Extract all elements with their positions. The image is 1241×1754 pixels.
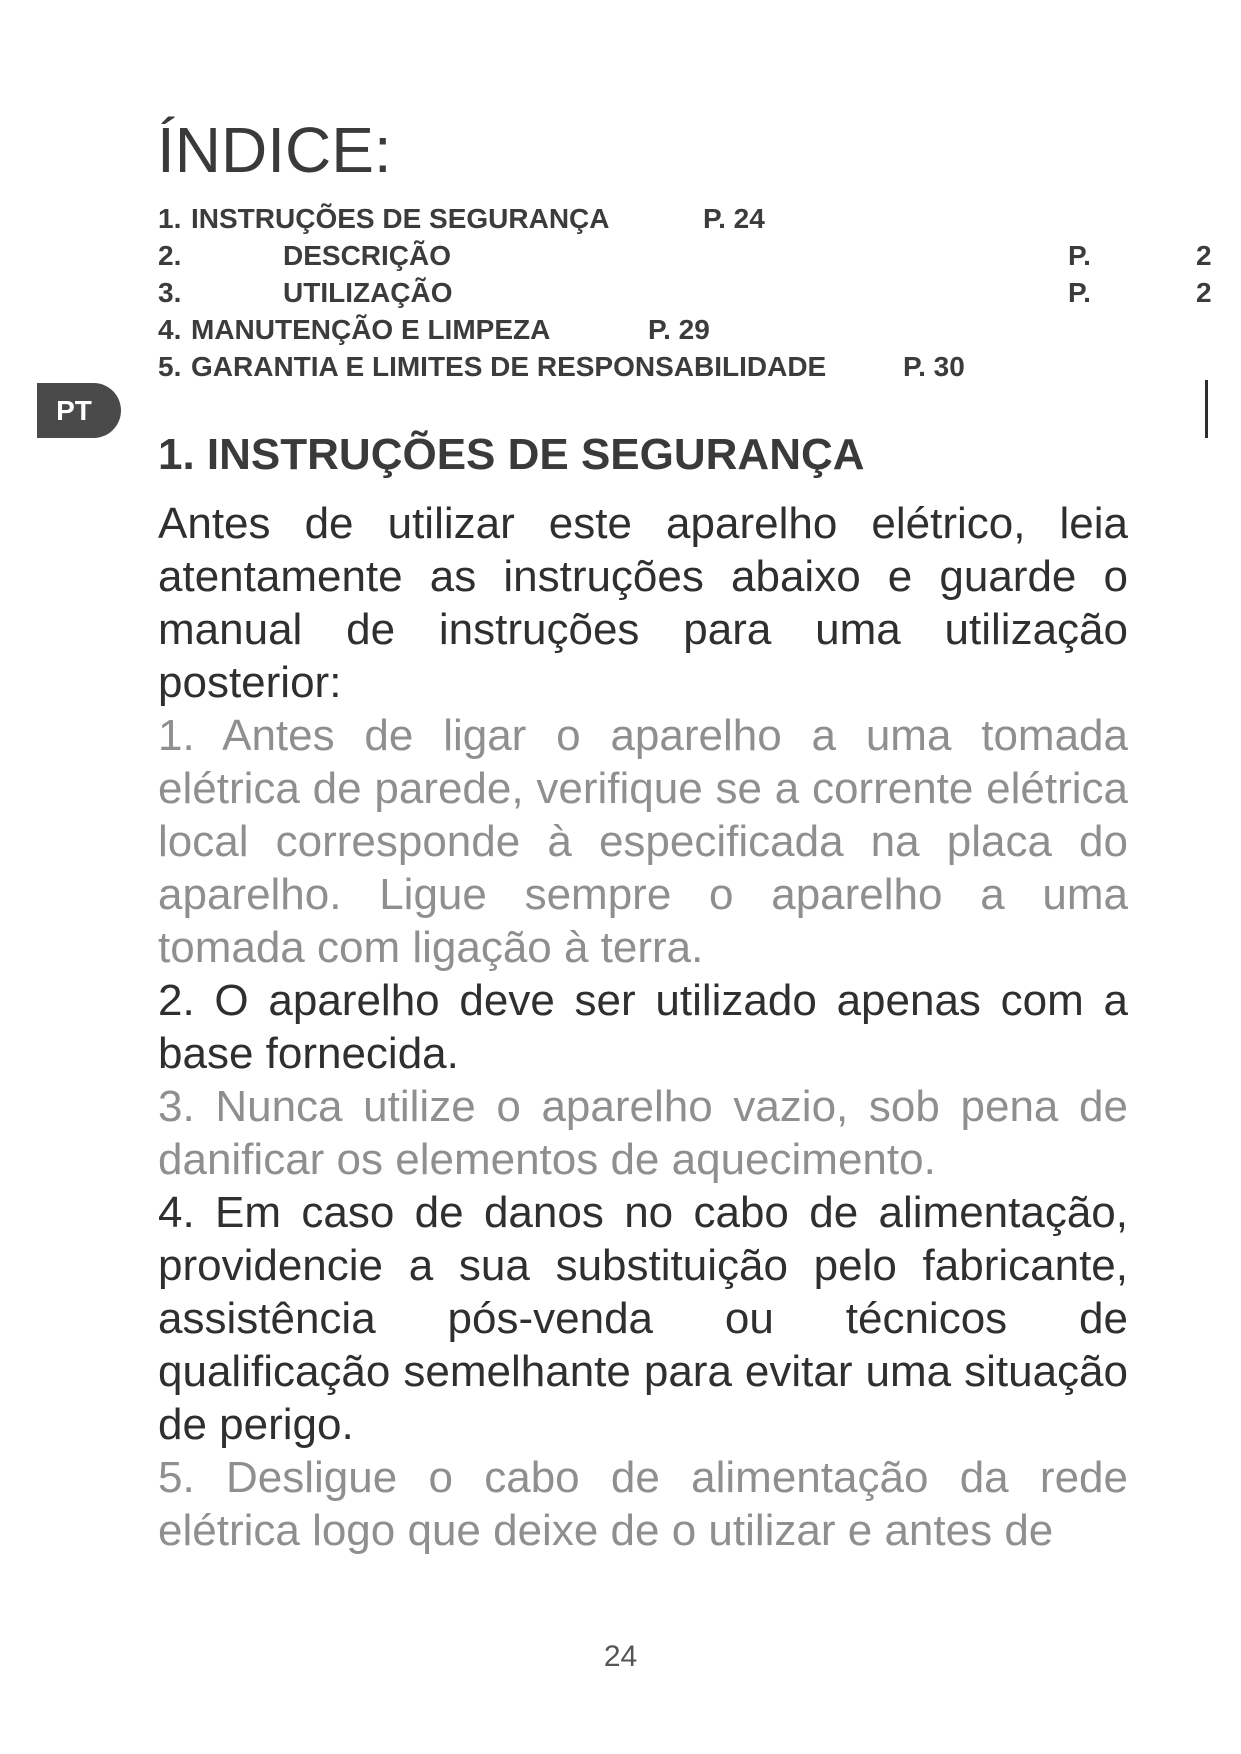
edge-marker bbox=[1205, 380, 1208, 438]
toc-item-page: P. bbox=[1068, 240, 1091, 271]
safety-instructions bbox=[158, 497, 1128, 1557]
toc-item-page: P. bbox=[1068, 277, 1091, 308]
toc-item-safety bbox=[158, 203, 1241, 240]
toc-item-page: P. 29 bbox=[648, 314, 710, 345]
page-number: 24 bbox=[603, 1640, 638, 1673]
section-heading: 1. INSTRUÇÕES DE SEGURANÇA bbox=[158, 430, 865, 479]
toc-item-maintenance bbox=[158, 314, 1241, 351]
toc-item-number: 5. bbox=[158, 351, 182, 382]
toc-item-page: P. 30 bbox=[903, 351, 965, 382]
toc-item-page: P. 24 bbox=[703, 203, 765, 234]
page-title: ÍNDICE: bbox=[157, 114, 392, 186]
toc-item-number: 1. bbox=[158, 203, 182, 234]
toc-item-description bbox=[158, 240, 1241, 277]
intro-paragraph: Antes de utilizar este aparelho elétrico, leia atentamente as instruções abaixo e guarde o manual de instruções para uma utilização posterior: bbox=[158, 499, 1128, 707]
table-of-contents bbox=[158, 203, 1241, 388]
toc-item-warranty bbox=[158, 351, 1241, 388]
toc-item-label: MANUTENÇÃO E LIMPEZA bbox=[191, 314, 551, 345]
toc-item-label: DESCRIÇÃO bbox=[283, 240, 452, 271]
instruction-item-3: 3. Nunca utilize o aparelho vazio, sob pena de danificar os elementos de aquecimento. bbox=[158, 1082, 1128, 1184]
toc-item-label: GARANTIA E LIMITES DE RESPONSABILIDADE bbox=[191, 351, 827, 382]
instruction-item-1: 1. Antes de ligar o aparelho a uma tomada elétrica de parede, verifique se a corrente elétrica local corresponde à especificada na placa do aparelho. Ligue sempre o aparelho a uma tomada com ligação à terra. bbox=[158, 711, 1128, 972]
instruction-item-2: 2. O aparelho deve ser utilizado apenas com a base fornecida. bbox=[158, 976, 1128, 1078]
language-tab: PT bbox=[37, 383, 121, 438]
instruction-item-4: 4. Em caso de danos no cabo de alimentação, providencie a sua substituição pelo fabricante, assistência pós-venda ou técnicos de qualificação semelhante para evitar uma situação de perigo. bbox=[158, 1188, 1128, 1449]
toc-item-page-cut: 2 bbox=[1196, 240, 1212, 271]
instruction-item-5: 5. Desligue o cabo de alimentação da rede elétrica logo que deixe de o utilizar e antes de bbox=[158, 1453, 1128, 1555]
toc-item-label: UTILIZAÇÃO bbox=[283, 277, 453, 308]
toc-item-number: 4. bbox=[158, 314, 182, 345]
toc-item-number: 3. bbox=[158, 277, 182, 308]
toc-item-label: INSTRUÇÕES DE SEGURANÇA bbox=[191, 203, 610, 234]
toc-item-usage bbox=[158, 277, 1241, 314]
toc-item-number: 2. bbox=[158, 240, 182, 271]
toc-item-page-cut: 2 bbox=[1196, 277, 1212, 308]
